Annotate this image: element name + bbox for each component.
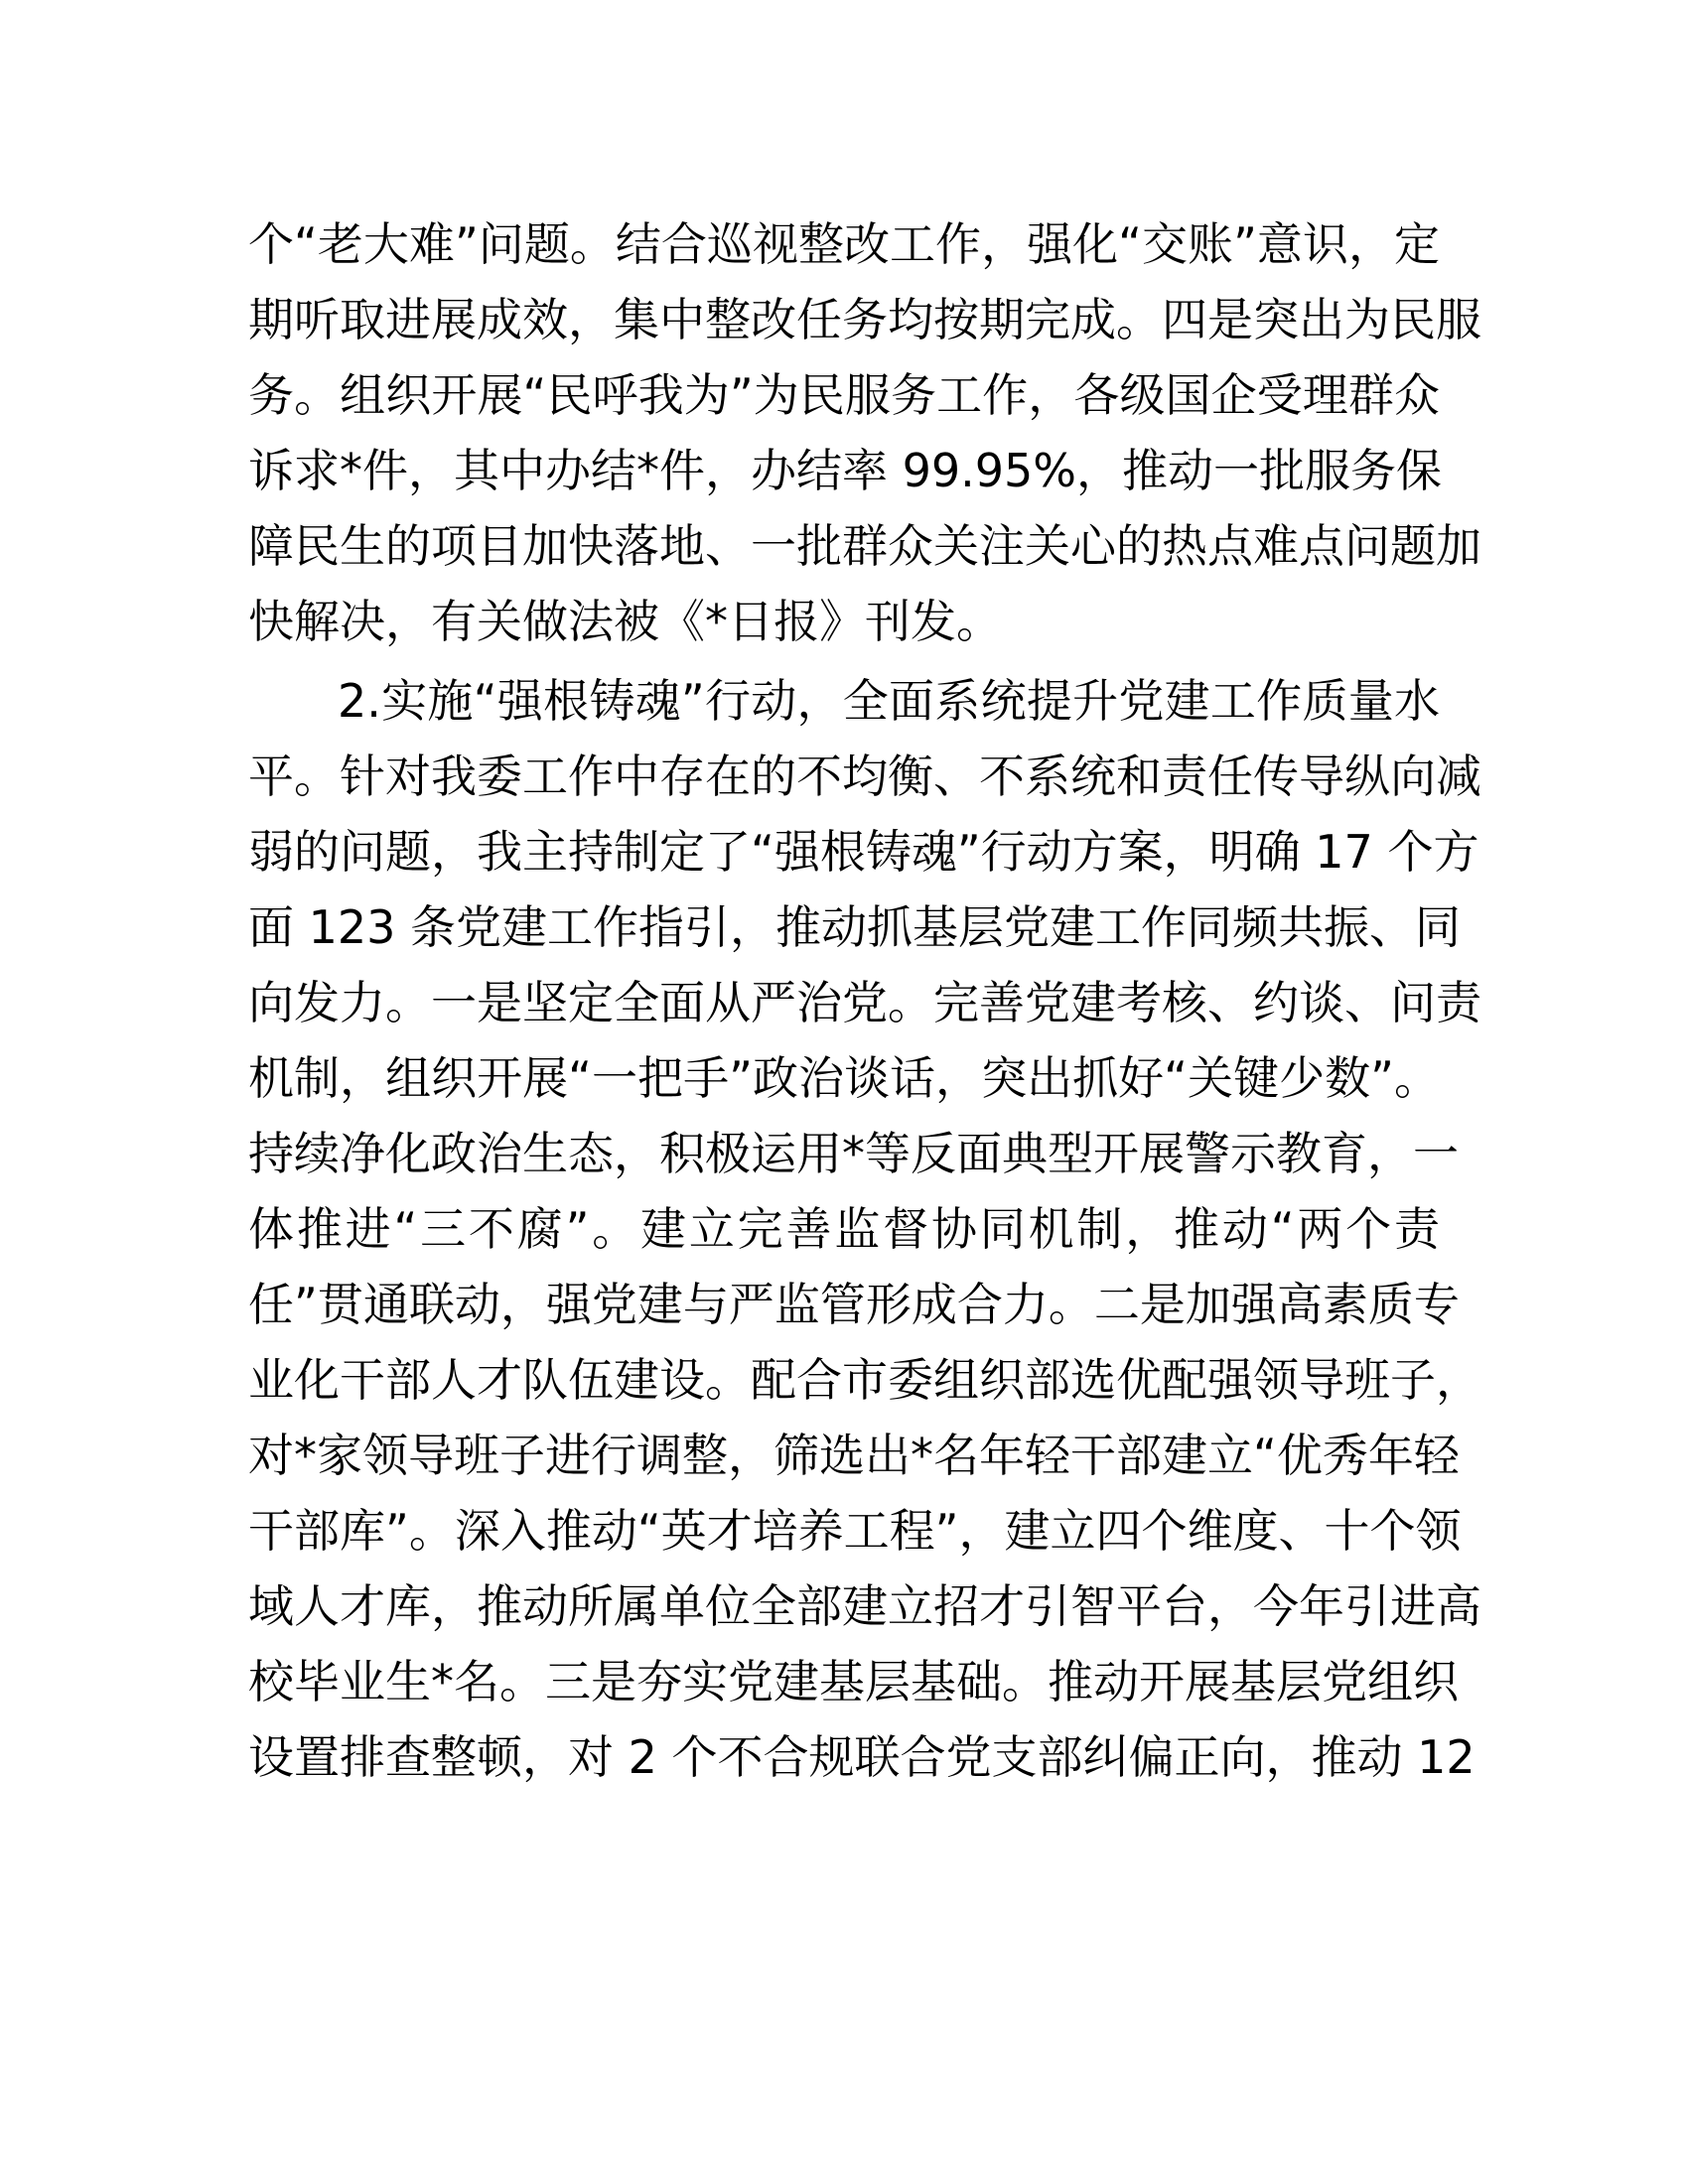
body-line: 平。针对我委工作中存在的不均衡、不系统和责任传导纵向减 bbox=[248, 750, 1481, 803]
body-line: 域人才库，推动所属单位全部建立招才引智平台，今年引进高 bbox=[248, 1579, 1481, 1633]
body-line: 诉求*件，其中办结*件，办结率 99.95%，推动一批服务保 bbox=[248, 444, 1443, 497]
body-line: 任”贯通联动，强党建与严监管形成合力。二是加强高素质专 bbox=[248, 1278, 1460, 1331]
body-line: 对*家领导班子进行调整，筛选出*名年轻干部建立“优秀年轻 bbox=[248, 1429, 1460, 1482]
body-line: 个“老大难”问题。结合巡视整改工作，强化“交账”意识，定 bbox=[248, 217, 1440, 271]
body-line: 弱的问题，我主持制定了“强根铸魂”行动方案，明确 17 个方 bbox=[248, 825, 1479, 879]
body-line: 障民生的项目加快落地、一批群众关注关心的热点难点问题加 bbox=[248, 519, 1481, 573]
section-heading-line: 2.实施“强根铸魂”行动，全面系统提升党建工作质量水 bbox=[338, 674, 1440, 728]
body-line: 机制，组织开展“一把手”政治谈话，突出抓好“关键少数”。 bbox=[248, 1051, 1440, 1105]
body-line: 体推进“三不腐”。建立完善监督协同机制，推动“两个责 bbox=[248, 1202, 1440, 1256]
body-line: 设置排查整顿，对 2 个不合规联合党支部纠偏正向，推动 12 bbox=[248, 1730, 1476, 1784]
body-line: 务。组织开展“民呼我为”为民服务工作，各级国企受理群众 bbox=[248, 368, 1440, 422]
body-line: 期听取进展成效，集中整改任务均按期完成。四是突出为民服 bbox=[248, 293, 1481, 346]
body-line: 面 123 条党建工作指引，推动抓基层党建工作同频共振、同 bbox=[248, 900, 1462, 954]
body-line: 持续净化政治生态，积极运用*等反面典型开展警示教育，一 bbox=[248, 1127, 1459, 1180]
body-line: 业化干部人才队伍建设。配合市委组织部选优配强领导班子， bbox=[248, 1353, 1481, 1407]
body-line: 快解决，有关做法被《*日报》刊发。 bbox=[248, 595, 1002, 648]
body-line: 干部库”。深入推动“英才培养工程”，建立四个维度、十个领 bbox=[248, 1504, 1462, 1558]
body-line: 向发力。一是坚定全面从严治党。完善党建考核、约谈、问责 bbox=[248, 976, 1481, 1029]
body-line: 校毕业生*名。三是夯实党建基层基础。推动开展基层党组织 bbox=[248, 1655, 1459, 1708]
